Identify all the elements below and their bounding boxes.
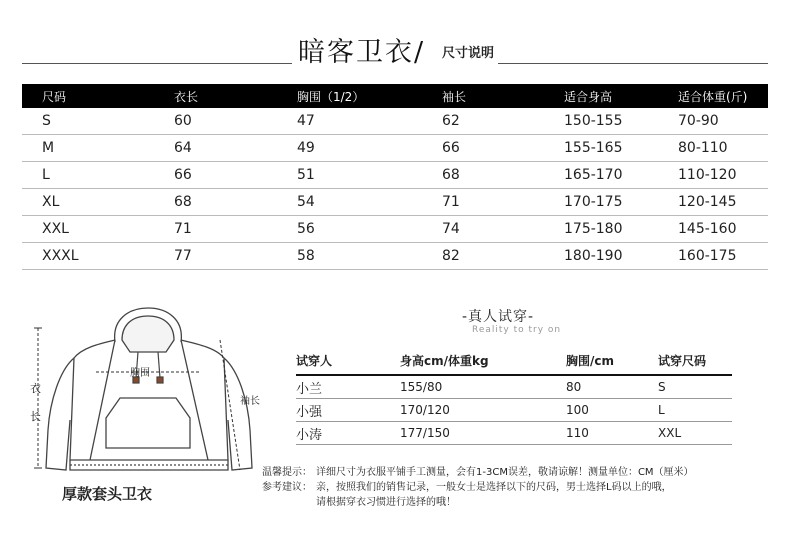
col-length: 衣长 [174,84,297,108]
tryon-subtitle: Reality to try on [472,325,562,335]
table-row [22,189,768,216]
cell-sleeve: 66 [442,135,564,162]
cell-chest: 110 [566,422,658,445]
table-row [22,216,768,243]
table-row [296,399,732,422]
cell-length: 66 [174,162,297,189]
length-label-2: 长 [30,410,41,423]
size-table [22,84,768,270]
advice-text-2: 请根据穿衣习惯进行选择的哦！ [316,497,456,508]
tip-label: 温馨提示： [262,467,312,478]
table-row [296,375,732,399]
cell-person: 小涛 [296,422,400,445]
col-chest: 胸围（1/2） [297,84,442,108]
tip-text: 详细尺寸为衣服平铺手工测量，会有1-3CM误差，敬请谅解！测量单位：CM（厘米） [316,467,694,478]
cell-sleeve: 71 [442,189,564,216]
cell-tried-size: XXL [658,422,732,445]
cell-height-weight: 170/120 [400,399,566,422]
cell-height: 155-165 [564,135,678,162]
table-row [22,162,768,189]
cell-weight: 70-90 [678,108,768,135]
cell-height-weight: 177/150 [400,422,566,445]
hoodie-diagram [20,300,270,480]
cell-chest: 100 [566,399,658,422]
cell-length: 68 [174,189,297,216]
hoodie-caption: 厚款套头卫衣 [62,485,153,503]
cell-chest: 47 [297,108,442,135]
table-row [296,422,732,445]
header [0,30,790,70]
cell-tried-size: L [658,399,732,422]
advice-line-2 [262,495,694,510]
tip-line [262,465,694,480]
col-tried-size: 试穿尺码 [658,346,732,375]
table-row [22,243,768,270]
cell-chest: 51 [297,162,442,189]
cell-height-weight: 155/80 [400,375,566,399]
length-label-1: 衣 [30,382,41,395]
sleeve-label: 袖长 [240,396,260,407]
col-weight: 适合体重(斤) [678,84,768,108]
cell-size: S [22,108,174,135]
cell-sleeve: 74 [442,216,564,243]
cell-height: 180-190 [564,243,678,270]
cell-chest: 54 [297,189,442,216]
cell-chest: 58 [297,243,442,270]
cell-chest: 56 [297,216,442,243]
advice-label: 参考建议： [262,482,312,493]
cell-sleeve: 62 [442,108,564,135]
cell-chest: 80 [566,375,658,399]
cell-weight: 120-145 [678,189,768,216]
cell-size: XL [22,189,174,216]
cell-height: 170-175 [564,189,678,216]
cell-length: 60 [174,108,297,135]
cell-sleeve: 68 [442,162,564,189]
cell-sleeve: 82 [442,243,564,270]
header-rule-left [22,63,292,64]
table-row [22,108,768,135]
col-size: 尺码 [22,84,174,108]
header-rule-right [498,63,768,64]
cell-height: 150-155 [564,108,678,135]
cell-weight: 110-120 [678,162,768,189]
col-height-weight: 身高cm/体重kg [400,346,566,375]
cell-length: 77 [174,243,297,270]
cell-length: 64 [174,135,297,162]
table-row [22,135,768,162]
col-person: 试穿人 [296,346,400,375]
cell-weight: 145-160 [678,216,768,243]
cell-person: 小强 [296,399,400,422]
chest-label: 胸围 [130,368,150,379]
cell-person: 小兰 [296,375,400,399]
tryon-header [296,346,732,375]
cell-size: XXL [22,216,174,243]
col-sleeve: 袖长 [442,84,564,108]
cell-size: XXXL [22,243,174,270]
tryon-title: -真人试穿- [462,309,535,325]
cell-chest: 49 [297,135,442,162]
cell-height: 175-180 [564,216,678,243]
cell-weight: 160-175 [678,243,768,270]
cell-tried-size: S [658,375,732,399]
cell-height: 165-170 [564,162,678,189]
cell-size: L [22,162,174,189]
col-height: 适合身高 [564,84,678,108]
hoodie-outline [46,308,252,470]
tryon-table [296,346,732,445]
advice-text-1: 亲，按照我们的销售记录，一般女士是选择以下的尺码，男士选择L码以上的哦， [316,482,672,493]
notes [262,465,694,510]
advice-line [262,480,694,495]
cell-size: M [22,135,174,162]
col-chest: 胸围/cm [566,346,658,375]
cell-length: 71 [174,216,297,243]
page-subtitle: 尺寸说明 [442,46,495,61]
size-table-header [22,84,768,108]
page-title: 暗客卫衣/ [298,37,426,68]
cell-weight: 80-110 [678,135,768,162]
